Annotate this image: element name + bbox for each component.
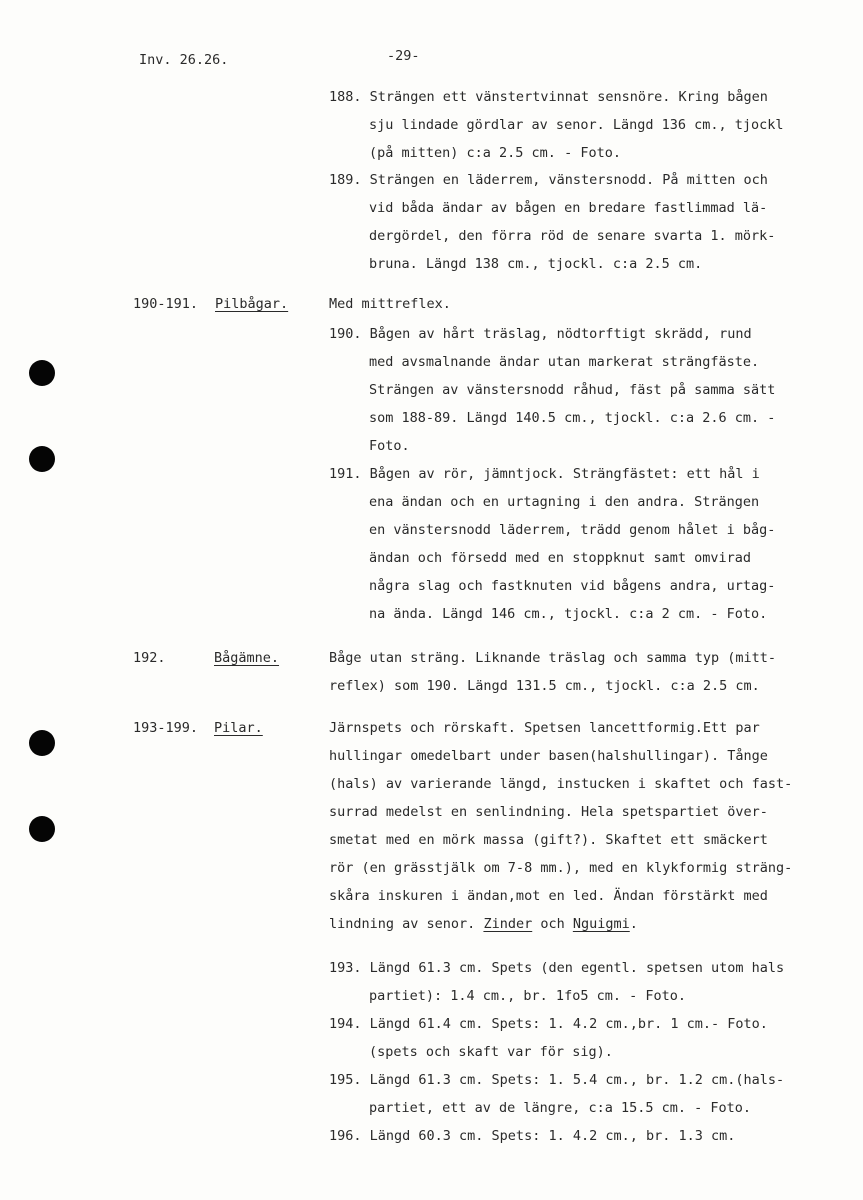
text-line: bruna. Längd 138 cm., tjockl. c:a 2.5 cm.: [369, 256, 703, 272]
place-name-zinder: Zinder: [483, 916, 533, 932]
text-line: sju lindade gördlar av senor. Längd 136 cm., tjockl: [369, 117, 784, 133]
text-line: Strängen av vänstersnodd råhud, fäst på samma sätt: [369, 382, 776, 398]
text-line: med avsmalnande ändar utan markerat strängfäste.: [369, 354, 760, 370]
text-segment: lindning av senor.: [329, 916, 484, 932]
binder-hole: [29, 446, 55, 472]
text-line: [329, 914, 638, 934]
section-title: Pilbågar.: [215, 296, 289, 312]
text-line: hullingar omedelbart under basen(halshullingar). Tånge: [329, 748, 768, 764]
text-line: partiet, ett av de längre, c:a 15.5 cm. - Foto.: [369, 1100, 752, 1116]
text-line: ena ändan och en urtagning i den andra. Strängen: [369, 494, 760, 510]
text-line: (på mitten) c:a 2.5 cm. - Foto.: [369, 145, 621, 161]
binder-hole: [29, 360, 55, 386]
text-line: reflex) som 190. Längd 131.5 cm., tjockl. c:a 2.5 cm.: [329, 678, 760, 694]
page-number: -29-: [387, 48, 420, 64]
binder-hole: [29, 816, 55, 842]
text-line: smetat med en mörk massa (gift?). Skaftet ett smäckert: [329, 832, 768, 848]
text-segment: .: [629, 916, 638, 932]
text-line: na ända. Längd 146 cm., tjockl. c:a 2 cm. - Foto.: [369, 606, 768, 622]
text-line: Med mittreflex.: [329, 296, 451, 312]
text-line: 191. Bågen av rör, jämntjock. Strängfästet: ett hål i: [329, 466, 760, 482]
place-name-nguigmi: Nguigmi: [572, 916, 630, 932]
text-line: som 188-89. Längd 140.5 cm., tjockl. c:a 2.6 cm. -: [369, 410, 776, 426]
text-line: ändan och försedd med en stoppknut samt omvirad: [369, 550, 752, 566]
text-line: Båge utan sträng. Liknande träslag och samma typ (mitt-: [329, 650, 777, 666]
binder-hole: [29, 730, 55, 756]
text-line: partiet): 1.4 cm., br. 1fo5 cm. - Foto.: [369, 988, 686, 1004]
text-line: vid båda ändar av bågen en bredare fastlimmad lä-: [369, 200, 768, 216]
text-line: 189. Strängen en läderrem, vänstersnodd. På mitten och: [329, 172, 768, 188]
section-range: 193-199.: [133, 720, 199, 736]
text-line: Foto.: [369, 438, 410, 454]
text-line: 194. Längd 61.4 cm. Spets: 1. 4.2 cm.,br. 1 cm.- Foto.: [329, 1016, 768, 1032]
inventory-number: Inv. 26.26.: [139, 52, 229, 68]
section-range: 190-191.: [133, 296, 199, 312]
text-line: 196. Längd 60.3 cm. Spets: 1. 4.2 cm., br. 1.3 cm.: [329, 1128, 736, 1144]
text-line: dergördel, den förra röd de senare svarta 1. mörk-: [369, 228, 776, 244]
text-segment: och: [532, 916, 573, 932]
text-line: några slag och fastknuten vid bågens andra, urtag-: [369, 578, 776, 594]
text-line: (spets och skaft var för sig).: [369, 1044, 613, 1060]
section-title: Pilar.: [214, 720, 263, 736]
text-line: rör (en grässtjälk om 7-8 mm.), med en klykformig sträng-: [329, 860, 793, 876]
text-line: surrad medelst en senlindning. Hela spetspartiet över-: [329, 804, 768, 820]
text-line: 188. Strängen ett vänstertvinnat sensnöre. Kring bågen: [329, 89, 768, 105]
text-line: Järnspets och rörskaft. Spetsen lancettformig.Ett par: [329, 720, 760, 736]
text-line: 193. Längd 61.3 cm. Spets (den egentl. spetsen utom hals: [329, 960, 785, 976]
text-line: en vänstersnodd läderrem, trädd genom hålet i båg-: [369, 522, 776, 538]
section-range: 192.: [133, 650, 166, 666]
text-line: (hals) av varierande längd, instucken i skaftet och fast-: [329, 776, 793, 792]
section-title: Bågämne.: [214, 650, 280, 666]
text-line: skåra inskuren i ändan,mot en led. Ändan förstärkt med: [329, 888, 768, 904]
text-line: 190. Bågen av hårt träslag, nödtorftigt skrädd, rund: [329, 326, 752, 342]
text-line: 195. Längd 61.3 cm. Spets: 1. 5.4 cm., br. 1.2 cm.(hals-: [329, 1072, 785, 1088]
